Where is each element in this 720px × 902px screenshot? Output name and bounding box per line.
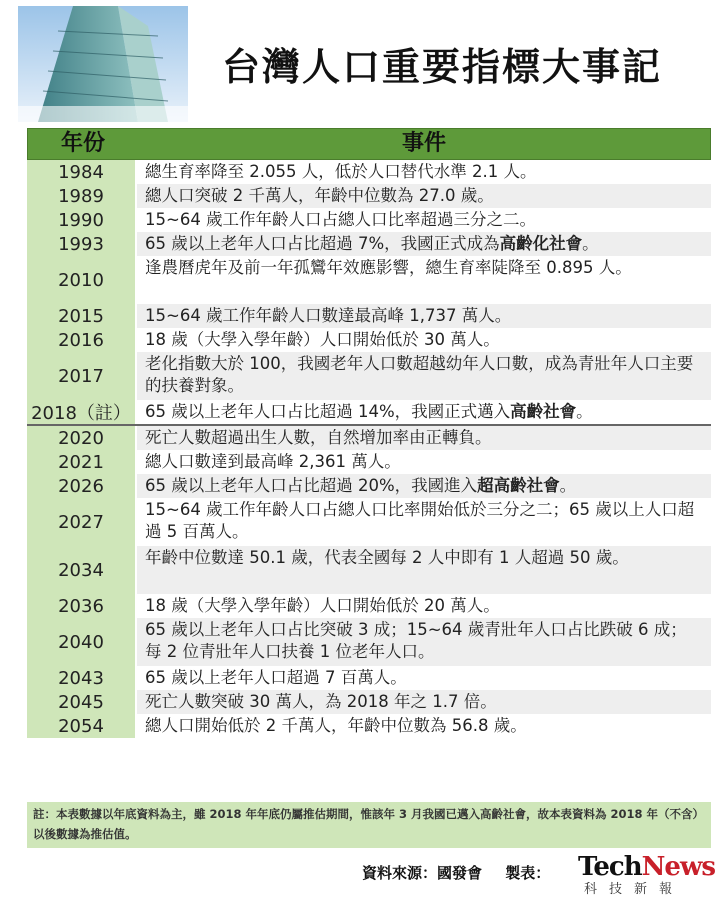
table-row [27, 184, 711, 208]
row-event [137, 184, 711, 208]
taipei-101-photo [18, 6, 188, 122]
row-year: 2034 [27, 546, 137, 594]
table-row [27, 232, 711, 256]
row-event-text: 老化指數大於 100，我國老年人口數超越幼年人口數，成為青壯年人口主要的扶養對象。 [145, 354, 694, 395]
row-event-text: 18 歲（大學入學年齡）人口開始低於 20 萬人。 [145, 596, 500, 615]
table-row [27, 450, 711, 474]
row-year: 1989 [27, 184, 137, 208]
table-row [27, 208, 711, 232]
row-year: 2010 [27, 256, 137, 304]
row-year: 2054 [27, 714, 137, 738]
row-event [137, 594, 711, 618]
row-event [137, 546, 711, 594]
header-year: 年份 [60, 131, 105, 156]
row-event-text: 15~64 歲工作年齡人口占總人口比率開始低於三分之二；65 歲以上人口超過 5 百萬人。 [145, 500, 695, 541]
row-year: 2045 [27, 690, 137, 714]
row-event-tail: 。 [582, 234, 599, 253]
header [0, 0, 720, 122]
row-event-emphasis: 高齡化社會 [499, 234, 583, 253]
row-event-text: 15~64 歲工作年齡人口占總人口比率超過三分之二。 [145, 210, 537, 229]
table-row [27, 666, 711, 690]
row-event [137, 160, 711, 184]
row-event-text: 65 歲以上老年人口占比超過 14%，我國正式邁入 [145, 402, 511, 421]
row-event-text: 18 歲（大學入學年齡）人口開始低於 30 萬人。 [145, 330, 500, 349]
row-event-text: 65 歲以上老年人口占比超過 7%，我國正式成為 [145, 234, 500, 253]
row-year: 2018（註） [27, 400, 137, 424]
header-event: 事件 [401, 131, 446, 156]
row-year: 1993 [27, 232, 137, 256]
table-header [27, 128, 711, 160]
table-row [27, 426, 711, 450]
table-row [27, 328, 711, 352]
row-year: 2015 [27, 304, 137, 328]
table-row [27, 594, 711, 618]
source-text: 資料來源：國發會 [362, 864, 483, 882]
row-year: 2026 [27, 474, 137, 498]
footer-credits [362, 862, 568, 883]
logo-subtitle: 科技新報 [584, 882, 685, 897]
logo-news: News [641, 852, 715, 882]
table-row [27, 690, 711, 714]
table-row [27, 498, 711, 546]
table-row [27, 400, 711, 426]
table-body [27, 160, 711, 738]
row-event-text: 65 歲以上老年人口占比超過 20%，我國進入 [145, 476, 478, 495]
row-event [137, 232, 711, 256]
table-row [27, 546, 711, 594]
row-event [137, 208, 711, 232]
row-event-text: 總生育率降至 2.055 人，低於人口替代水準 2.1 人。 [145, 162, 537, 181]
row-event [137, 666, 711, 690]
footnote: 註：本表數據以年底資料為主，雖 2018 年年底仍屬推估期間，惟該年 3 月我國已邁入高齡社會，故本表資料為 2018 年（不含）以後數據為推估值。 [27, 802, 711, 848]
row-event-text: 65 歲以上老年人口占比突破 3 成；15~64 歲青壯年人口占比跌破 6 成；每 2 位青壯年人口扶養 1 位老年人口。 [145, 620, 687, 661]
row-event-tail: 。 [559, 476, 577, 495]
row-year: 2040 [27, 618, 137, 666]
row-event [137, 426, 711, 450]
row-event [137, 498, 711, 546]
table-row [27, 304, 711, 328]
row-event [137, 450, 711, 474]
row-year: 1990 [27, 208, 137, 232]
row-year: 2016 [27, 328, 137, 352]
table-row [27, 618, 711, 666]
technews-logo [578, 852, 715, 897]
row-event [137, 400, 711, 424]
row-event-text: 總人口開始低於 2 千萬人，年齡中位數為 56.8 歲。 [145, 716, 527, 735]
row-event-text: 死亡人數突破 30 萬人，為 2018 年之 1.7 倍。 [145, 692, 497, 711]
row-event [137, 474, 711, 498]
row-event [137, 352, 711, 400]
row-event-text: 65 歲以上老年人口超過 7 百萬人。 [145, 668, 407, 687]
row-event [137, 690, 711, 714]
row-year: 2043 [27, 666, 137, 690]
row-year: 2036 [27, 594, 137, 618]
row-event [137, 304, 711, 328]
logo-tech: Tech [578, 852, 642, 882]
row-event-text: 總人口數達到最高峰 2,361 萬人。 [145, 452, 401, 471]
row-event [137, 328, 711, 352]
maker-text: 製表： [505, 864, 551, 882]
row-event-tail: 。 [576, 402, 593, 421]
row-year: 2020 [27, 426, 137, 450]
row-event-emphasis: 超高齡社會 [477, 476, 560, 495]
row-event-text: 15~64 歲工作年齡人口數達最高峰 1,737 萬人。 [145, 306, 512, 325]
row-event-text: 死亡人數超過出生人數，自然增加率由正轉負。 [145, 428, 492, 447]
row-event [137, 714, 711, 738]
row-year: 2017 [27, 352, 137, 400]
row-year: 2021 [27, 450, 137, 474]
row-event-emphasis: 高齡社會 [510, 402, 577, 421]
table-row [27, 256, 711, 304]
table-row [27, 714, 711, 738]
row-event-text: 總人口突破 2 千萬人，年齡中位數為 27.0 歲。 [145, 186, 494, 205]
milestones-table [27, 128, 711, 738]
table-row [27, 352, 711, 400]
row-event-text: 逢農曆虎年及前一年孤鸞年效應影響，總生育率陡降至 0.895 人。 [145, 258, 632, 277]
row-event [137, 618, 711, 666]
page-title: 台灣人口重要指標大事記 [222, 45, 663, 89]
row-event-text: 年齡中位數達 50.1 歲，代表全國每 2 人中即有 1 人超過 50 歲。 [145, 548, 629, 567]
row-event [137, 256, 711, 304]
table-row [27, 474, 711, 498]
row-year: 2027 [27, 498, 137, 546]
table-row [27, 160, 711, 184]
row-year: 1984 [27, 160, 137, 184]
